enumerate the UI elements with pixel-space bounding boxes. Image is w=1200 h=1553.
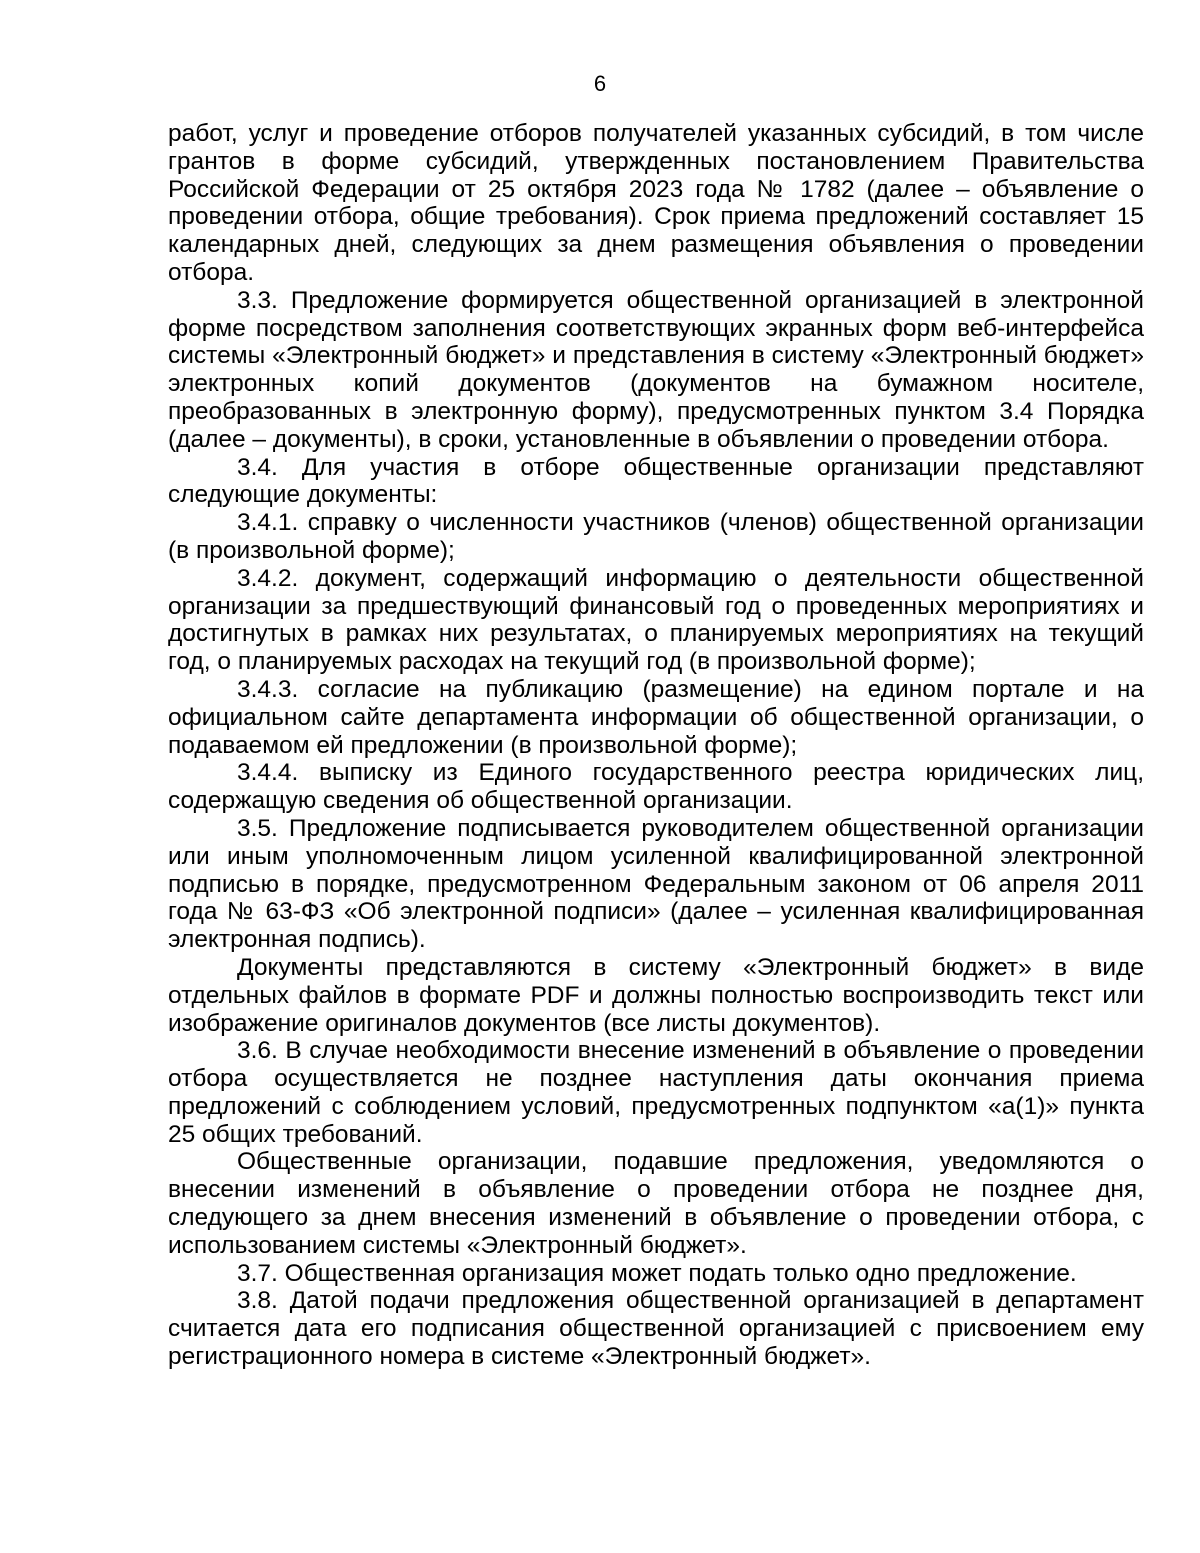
paragraph-3-5: 3.5. Предложение подписывается руководителем общественной организации или иным уполномоченным лицом усиленной квалифицированной электронной подписью в порядке, предусмотренном Федеральным законом от 06 апреля 2011 года № 63-ФЗ «Об электронной подписи» (далее – усиленная квалифицированная электронная подпись). (168, 814, 1144, 954)
paragraph-3-3: 3.3. Предложение формируется общественной организацией в электронной форме посредством заполнения соответствующих экранных форм веб-интерфейса системы «Электронный бюджет» и представления в систему «Электронный бюджет» электронных копий документов (документов на бумажном носителе, преобразованных в электронную форму), предусмотренных пунктом 3.4 Порядка (далее – документы), в сроки, установленные в объявлении о проведении отбора. (168, 286, 1144, 453)
paragraph-3-4-1: 3.4.1. справку о численности участников (членов) общественной организации (в произвольной форме); (168, 509, 1144, 564)
paragraph-continuation: работ, услуг и проведение отборов получателей указанных субсидий, в том числе грантов в форме субсидий, утвержденных постановлением Правительства Российской Федерации от 25 октября 2023 года № 1782 (далее – объявление о проведении отбора, общие требования). Срок приема предложений составляет 15 календарных дней, следующих за днем размещения объявления о проведении отбора. (168, 120, 1144, 286)
paragraph-3-4: 3.4. Для участия в отборе общественные организации представляют следующие документы: (168, 453, 1144, 509)
paragraph-3-6: 3.6. В случае необходимости внесение изменений в объявление о проведении отбора осуществляется не позднее наступления даты окончания приема предложений с соблюдением условий, предусмотренных подпунктом «а(1)» пункта 25 общих требований. (168, 1037, 1144, 1148)
paragraph-3-4-2: 3.4.2. документ, содержащий информацию о деятельности общественной организации за предшествующий финансовый год о проведенных мероприятиях и достигнутых в рамках них результатах, о планируемых мероприятиях на текущий год, о планируемых расходах на текущий год (в произвольной форме); (168, 564, 1144, 676)
paragraph-3-6-notification: Общественные организации, подавшие предложения, уведомляются о внесении изменений в объявление о проведении отбора не позднее дня, следующего за днем внесения изменений в объявление о проведении отбора, с использованием системы «Электронный бюджет». (168, 1148, 1144, 1259)
paragraph-3-4-4: 3.4.4. выписку из Единого государственного реестра юридических лиц, содержащую сведения об общественной организации. (168, 759, 1144, 815)
page-number: 6 (593, 71, 607, 96)
paragraph-3-7: 3.7. Общественная организация может подать только одно предложение. (237, 1259, 1077, 1287)
document-body (168, 120, 1144, 1371)
paragraph-3-5-documents: Документы представляются в систему «Электронный бюджет» в виде отдельных файлов в формате PDF и должны полностью воспроизводить текст или изображение оригиналов документов (все листы документов). (168, 953, 1144, 1037)
paragraph-3-8: 3.8. Датой подачи предложения общественной организацией в департамент считается дата его подписания общественной организацией с присвоением ему регистрационного номера в системе «Электронный бюджет». (168, 1287, 1144, 1371)
paragraph-3-4-3: 3.4.3. согласие на публикацию (размещение) на едином портале и на официальном сайте департамента информации об общественной организации, о подаваемом ей предложении (в произвольной форме); (168, 675, 1144, 759)
